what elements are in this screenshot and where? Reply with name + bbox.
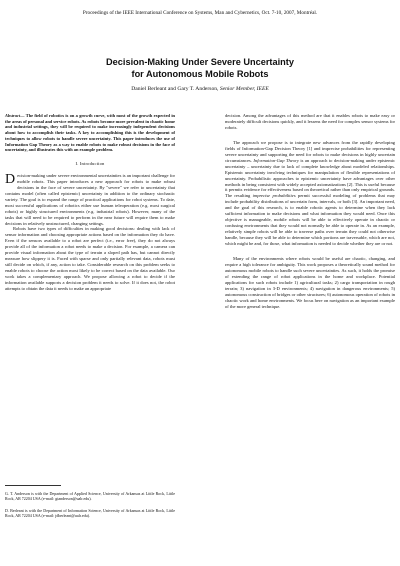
right-column bbox=[225, 113, 395, 310]
intro-paragraph-1-text: ecision-making under severe environmental uncertainties is an important challenge for mobile robots. This paper introduces a new approach for robots to make robust decisions in the face of severe uncertainty. By "severe" we refer to uncertainty that contains model (often called epistemic) uncertainty in addition to the ordinary stochastic variety. The goal is to expand the range of practical applications for robot systems. To date, most successful applications of robotics either use human teleoperation (e.g. most surgical robots) or highly structured environments (e.g. industrial robots). However, many of the tasks that will need to be required to perform in the near future will require them to make decisions in relatively unstructured, changing settings. bbox=[5, 172, 175, 226]
info-gap-term: Information-Gap Theory bbox=[253, 157, 299, 163]
right-paragraph-2-cont: is an approach to decision-making under epistemic uncertainty – uncertainty due to lack of complete knowledge about modeled relationships. Epistemic uncertainty involving techniques for manipulation of flexible representations of uncertainty. Probabilistic approaches to epistemic uncertainty have advantages over other methods in being consistent with widely accepted axiomatizations [2]. This is useful because it permits evidence for effectiveness based on theoretical rather than only empirical grounds. The resulting bbox=[225, 157, 396, 199]
section-heading-introduction: I. Introduction bbox=[75, 160, 105, 166]
abstract-label: Abstract bbox=[5, 113, 21, 118]
right-paragraph-3: Many of the environments where robots would be useful are chaotic, changing, and require a high tolerance for ambiguity. This work proposes a theoretically sound method for autonomous mobile robots to handle such severe uncertainties. As such, it holds the promise of extending the range of robot applications in the home and workplace. Potential applications for such robots include 1) agricultural tasks; 2) cargo transportation in rough terrain; 3) navigation in 3-D environments; 4) navigation in dangerous environments; 5) autonomous construction of bridges or other structures; 6) autonomous operation of robots in chaotic work and home environments. We focus here on navigation as an important example of the more general technique. bbox=[225, 256, 395, 309]
paragraph-gap bbox=[225, 131, 395, 140]
right-paragraph-2-text: The approach we propose is to integrate new advances from the rapidly developing fields of Information-Gap Decision Theory [1] and imprecise probabilities for representing severe uncertainty and supporting the need for robots to make decisions in highly uncertain circumstances. bbox=[225, 139, 395, 163]
footnote-berleant: D. Berleant is with the Department of Information Science, University of Arkansas at Little Rock, Little Rock, AR 72204 USA (e-mail: jdberleant@ualr.edu). bbox=[5, 508, 175, 519]
imprecise-prob-term: imprecise probabilities bbox=[252, 193, 296, 199]
abstract bbox=[5, 113, 175, 153]
abstract-text: — The field of robotics is on a growth curve, with most of the growth expected in the areas of personal and service robots. As robots become more prevalent in chaotic home and industrial settings, they will be required to make increasingly independent decisions about how to accomplish their tasks. A key to accomplishing this is the development of techniques to allow robots to handle severe uncertainty. This paper introduces the use of Information Gap Theory as a way to enable robots to make robust decisions in the face of uncertainty, and illustrates this with an example problem. bbox=[5, 113, 175, 153]
drop-cap: D bbox=[5, 171, 16, 187]
author-line bbox=[0, 86, 400, 92]
left-column bbox=[5, 113, 175, 292]
right-paragraph-2 bbox=[225, 140, 395, 247]
paper-title bbox=[0, 57, 400, 80]
proceedings-header: Proceedings of the IEEE International Conference on Systems, Man and Cybernetics, Oct. 7-10, 2007, Montréal. bbox=[82, 10, 318, 16]
intro-paragraph-2: Robots have two types of difficulties in making good decisions: dealing with lack of sensor information and choosing appropriate actions based on the information they do have. Even if the sensors available to a robot are perfect (i.e., error free), they do not always provide all of the information a robot needs to make a decision. For example, a camera can provide visual information about the type of terrain a sloped path has, but cannot directly measure how slippery it is. Faced with sparse and only partially relevant data, robots must still decide on which, if any, action to take. Considerable research on this problem seeks to enable robots to choose the action most likely to be correct based on the data available. Our work takes a complementary approach. We propose allowing a robot to decide if the information available supports a decision problem it needs to solve. If it does not, the robot attempts to obtain the data it needs to make an appropriate bbox=[5, 226, 175, 291]
title-line-1: Decision-Making Under Severe Uncertainty bbox=[106, 57, 294, 67]
author-names: Daniel Berleant and Gary T. Anderson, bbox=[131, 86, 220, 92]
right-paragraph-2-end: permit successful modeling of problems that may include probability distributions of uncertain form, intervals, or both [3]. An important need, and the goal of this research, is to enable robotic agents to determine when they lack sufficient information to make decisions and what information they would need. Once this objective is manageable, mobile robots will be able to effectively operate in chaotic or confusing environments that they would not normally be able to operate in. As an example, relatively simple robots will be able to traverse paths over terrain they could not otherwise handle, because they will be able to determine which portions are traversable, which are not, which might be and, for those, what information is needed to decide whether they are or not. bbox=[225, 193, 396, 247]
right-paragraph-1: decision. Among the advantages of this method are that it enables robots to make easy or moderately difficult decisions quickly, and it lessens the need for complex sensor systems for robots. bbox=[225, 113, 395, 130]
author-role: Senior Member, IEEE bbox=[219, 86, 269, 92]
intro-paragraph-1 bbox=[5, 173, 175, 227]
title-line-2: for Autonomous Mobile Robots bbox=[131, 68, 269, 79]
footnote-rule bbox=[5, 485, 61, 486]
footnote-anderson: G. T. Anderson is with the Department of Applied Science, University of Arkansas at Little Rock, Little Rock, AR 72204 USA (e-mail: gtanderson@ualr.edu). bbox=[5, 491, 175, 502]
paragraph-gap-2 bbox=[225, 247, 395, 256]
